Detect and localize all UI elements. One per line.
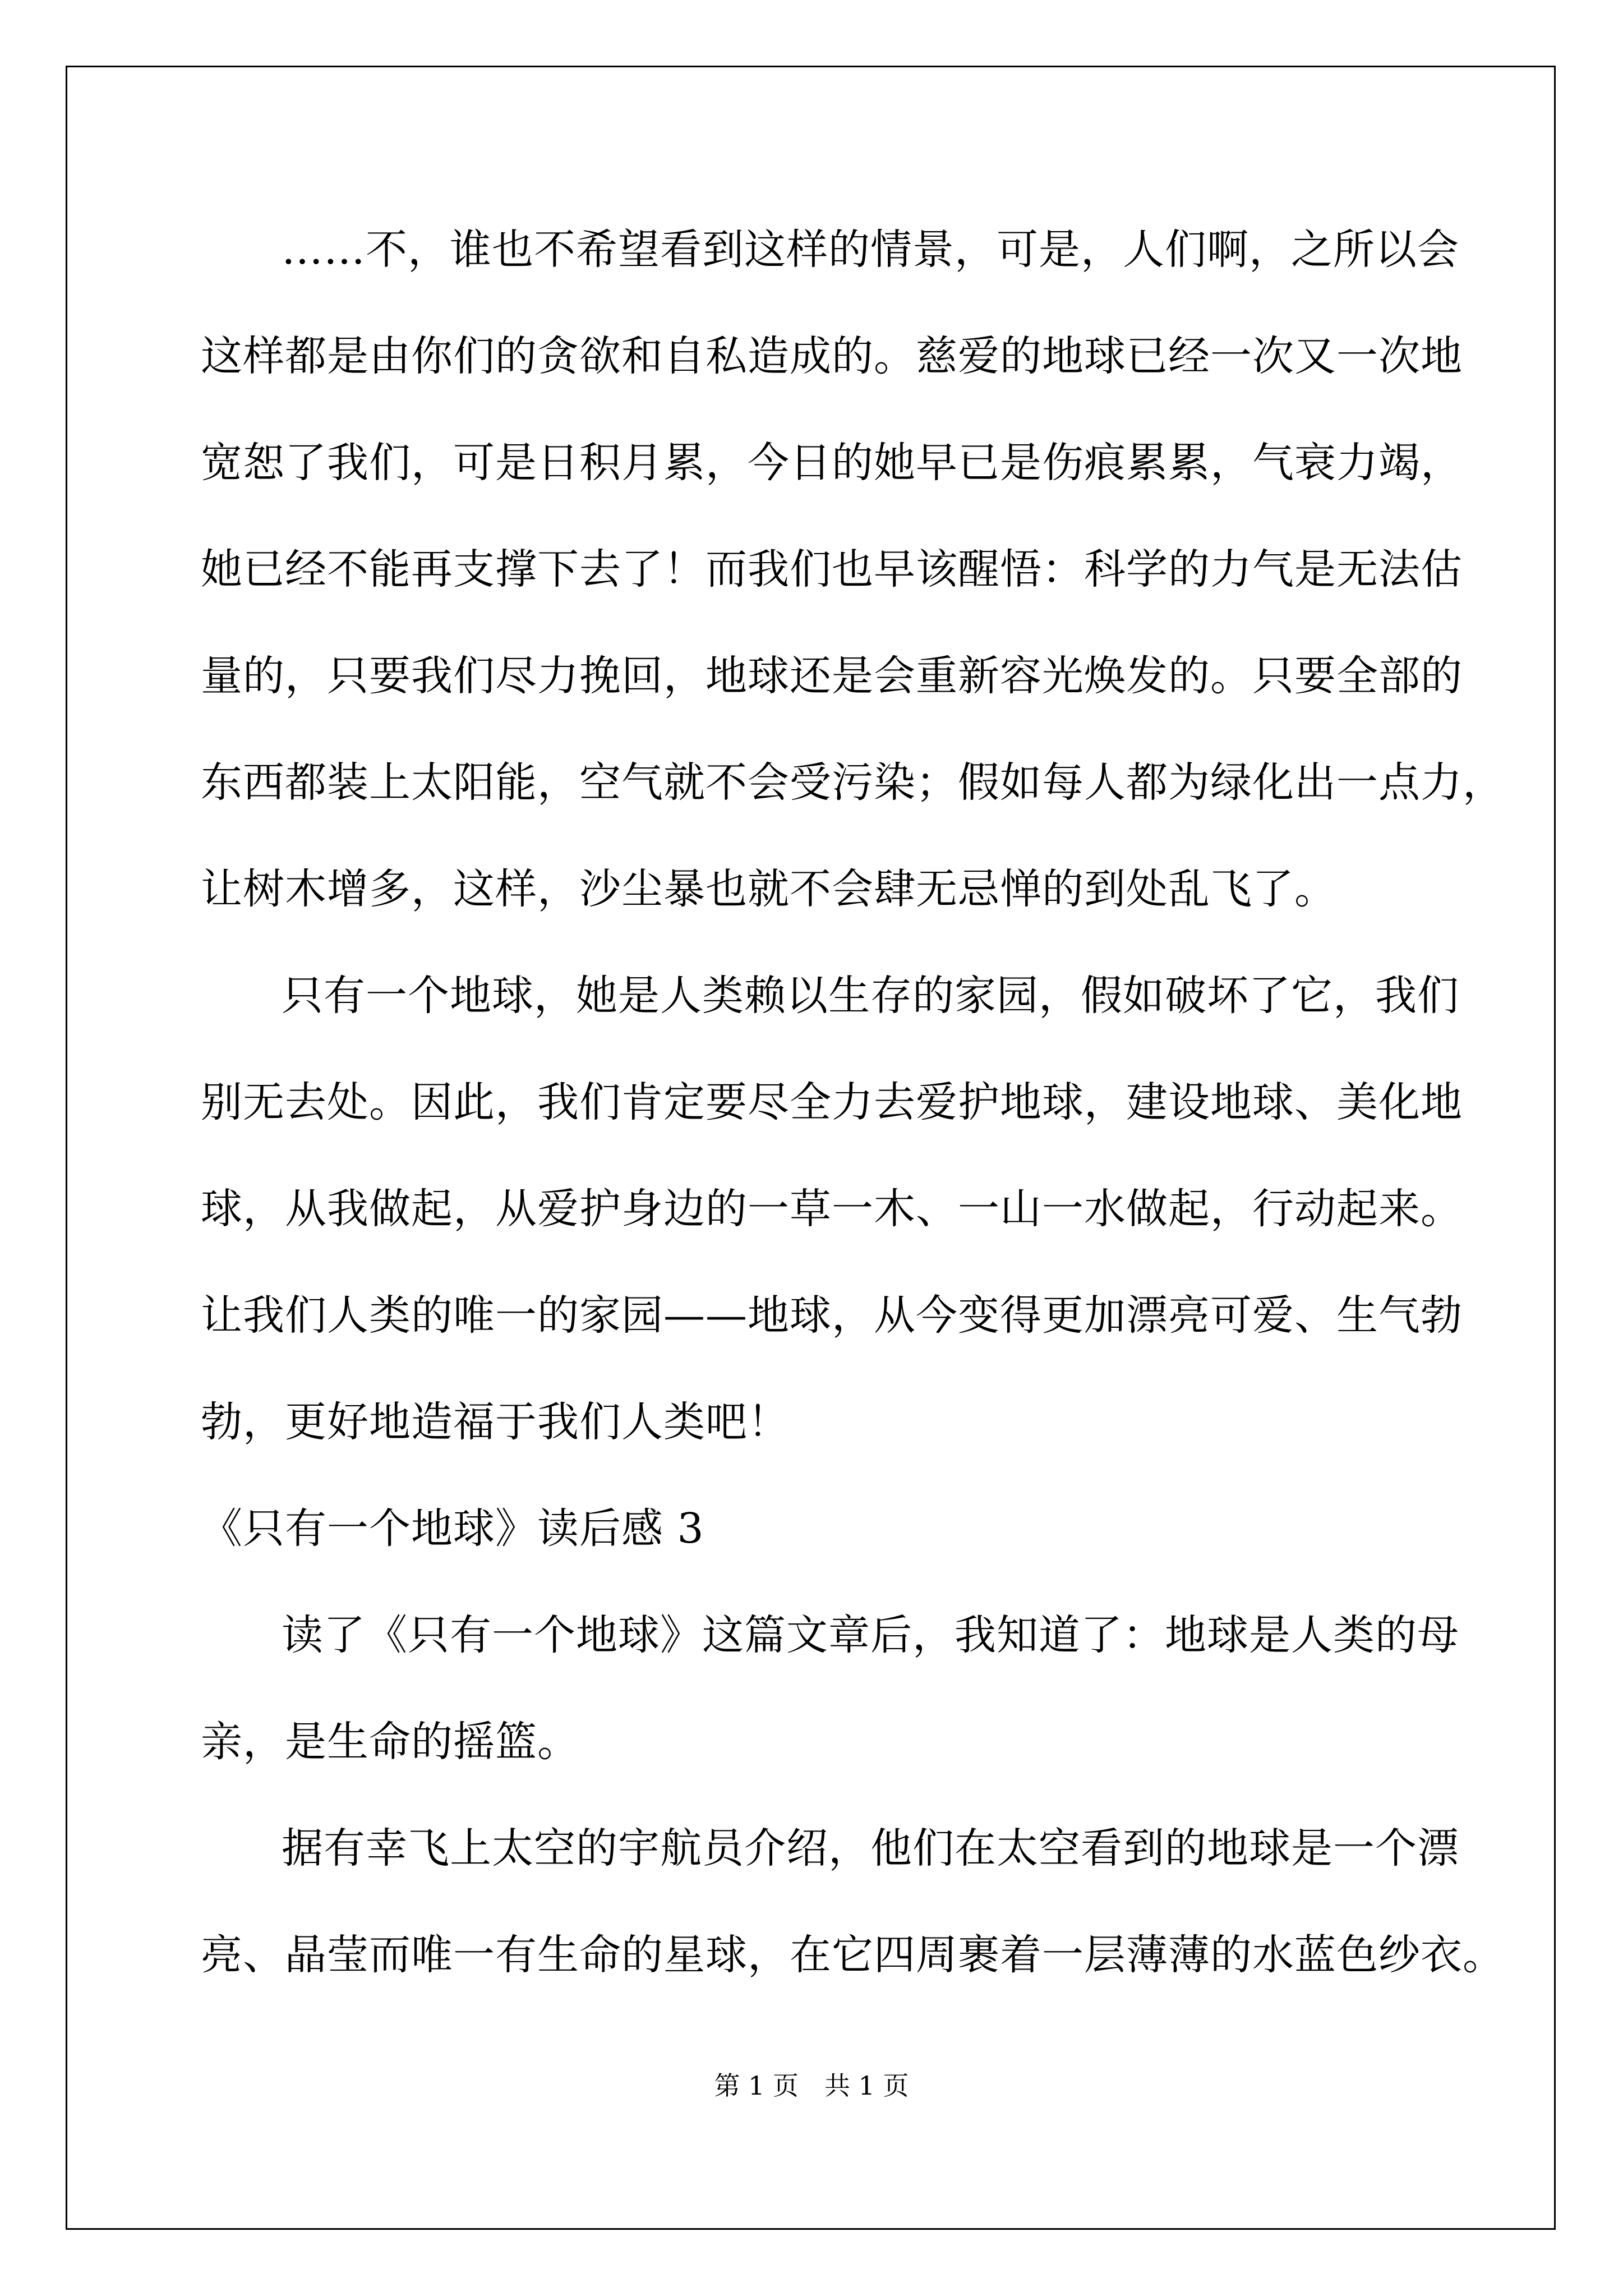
text-line: 别无去处。因此，我们肯定要尽全力去爱护地球，建设地球、美化地 — [201, 1078, 1463, 1126]
text-line: 让树木增多，这样，沙尘暴也就不会肆无忌惮的到处乱飞了。 — [201, 865, 1336, 913]
text-line: 量的，只要我们尽力挽回，地球还是会重新容光焕发的。只要全部的 — [201, 652, 1463, 700]
text-line: 这样都是由你们的贪欲和自私造成的。慈爱的地球已经一次又一次地 — [201, 332, 1463, 380]
text-line: 只有一个地球，她是人类赖以生存的家园，假如破坏了它，我们 — [282, 972, 1459, 1020]
text-line: 她已经不能再支撑下去了！而我们也早该醒悟：科学的力气是无法估 — [201, 545, 1463, 593]
text-line: ……不，谁也不希望看到这样的情景，可是，人们啊，之所以会 — [282, 226, 1459, 274]
text-line: 宽恕了我们，可是日积月累，今日的她早已是伤痕累累，气衰力竭， — [201, 439, 1463, 487]
text-line: 亲，是生命的摇篮。 — [201, 1718, 579, 1766]
page-footer: 第 1 页 共 1 页 — [714, 2070, 909, 2101]
text-line: 据有幸飞上太空的宇航员介绍，他们在太空看到的地球是一个漂 — [282, 1824, 1459, 1872]
text-line: 勃，更好地造福于我们人类吧！ — [201, 1398, 790, 1446]
text-line: 读了《只有一个地球》这篇文章后，我知道了：地球是人类的母 — [282, 1611, 1459, 1659]
text-line: 东西都装上太阳能，空气就不会受污染；假如每人都为绿化出一点力， — [201, 758, 1505, 807]
section-heading: 《只有一个地球》读后感 3 — [201, 1504, 704, 1553]
text-line: 亮、晶莹而唯一有生命的星球，在它四周裹着一层薄薄的水蓝色纱衣。 — [201, 1931, 1505, 1979]
page-border — [66, 66, 1556, 2230]
text-line: 让我们人类的唯一的家园——地球，从今变得更加漂亮可爱、生气勃 — [201, 1291, 1463, 1340]
text-line: 球，从我做起，从爱护身边的一草一木、一山一水做起，行动起来。 — [201, 1185, 1463, 1233]
